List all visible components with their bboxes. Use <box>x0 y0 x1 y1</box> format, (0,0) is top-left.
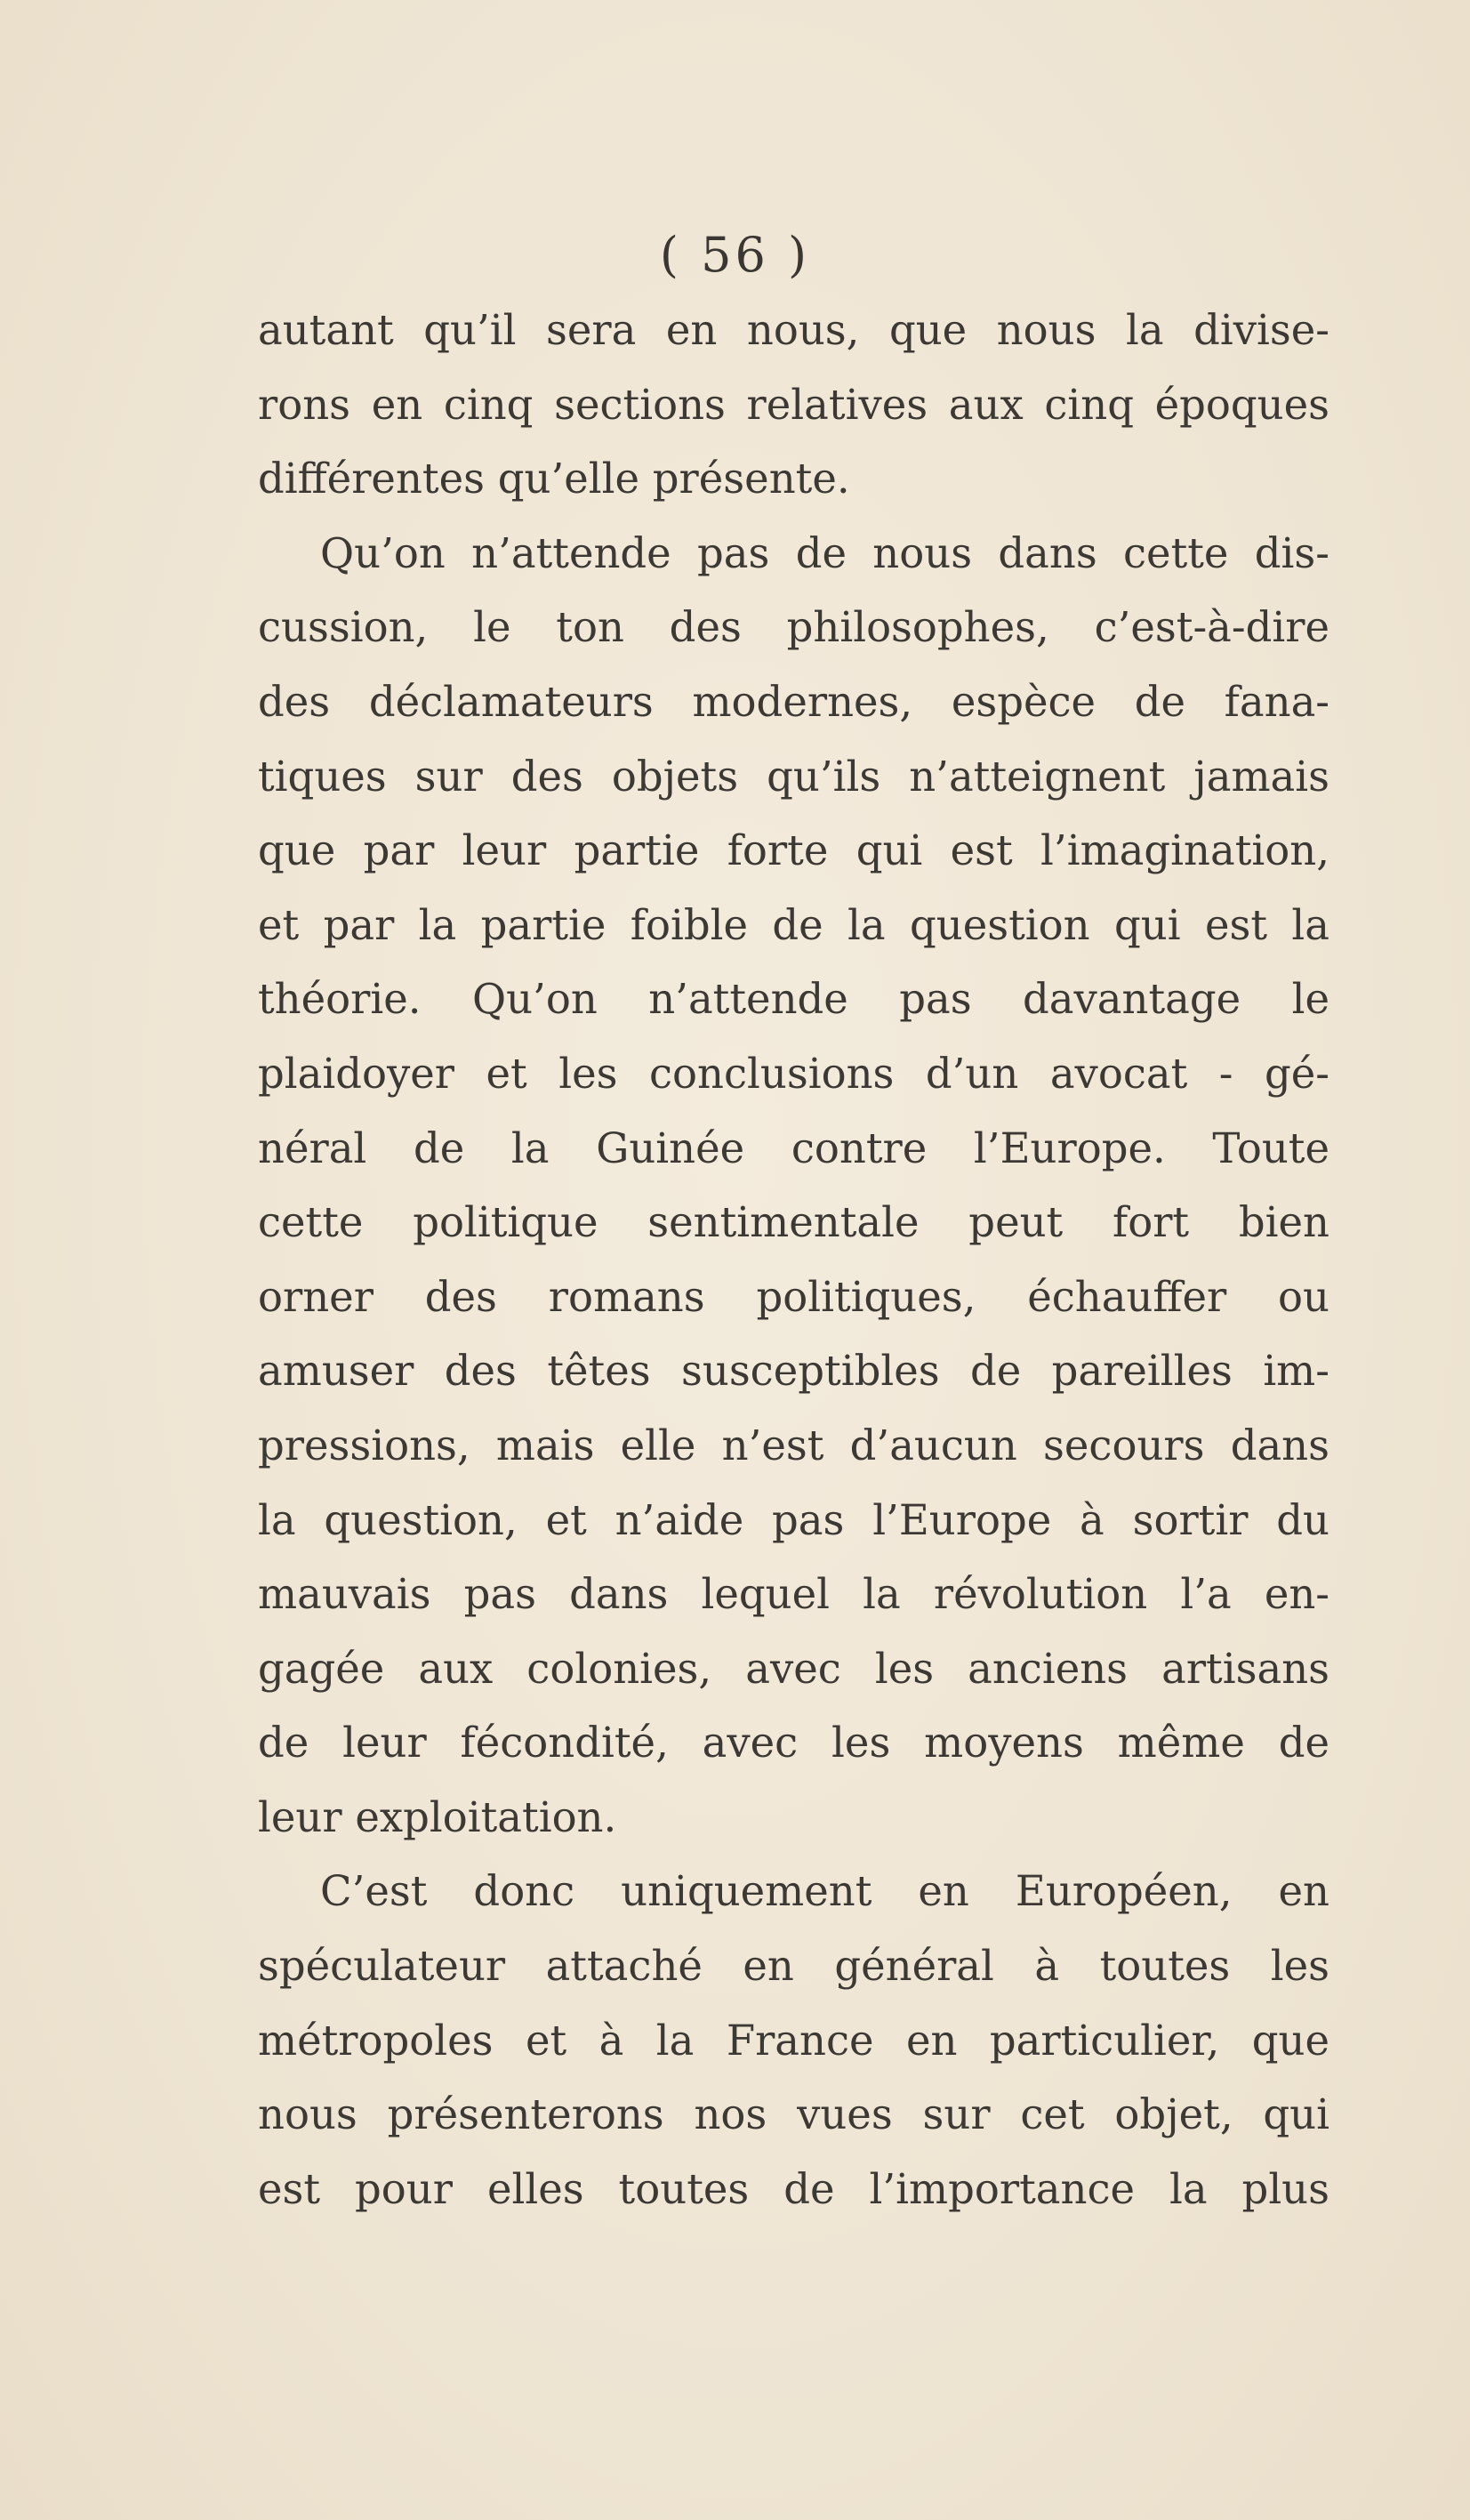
text-line: spéculateur attaché en général à toutes les <box>258 1942 1329 1991</box>
text-line: leur exploitation. <box>258 1792 617 1841</box>
text-line: la question, et n’aide pas l’Europe à sortir du <box>258 1495 1329 1544</box>
body-text <box>258 294 1329 2226</box>
text-line: et par la partie foible de la question qui est la <box>258 900 1329 949</box>
text-line: rons en cinq sections relatives aux cinq époques <box>258 380 1329 429</box>
text-line: mauvais pas dans lequel la révolution l’a en- <box>258 1570 1329 1619</box>
text-line: pressions, mais elle n’est d’aucun secours dans <box>258 1421 1329 1469</box>
text-line: autant qu’il sera en nous, que nous la divise- <box>258 306 1329 354</box>
text-line: nous présenterons nos vues sur cet objet, qui <box>258 2090 1329 2139</box>
text-line: amuser des têtes susceptibles de pareilles im- <box>258 1347 1329 1396</box>
page-number: ( 56 ) <box>659 227 811 283</box>
text-line: cussion, le ton des philosophes, c’est-à-dire <box>258 603 1329 652</box>
text-line: que par leur partie forte qui est l’imagination, <box>258 826 1329 875</box>
text-line: différentes qu’elle présente. <box>258 455 850 503</box>
text-line: plaidoyer et les conclusions d’un avocat - gé- <box>258 1049 1329 1098</box>
text-line: est pour elles toutes de l’importance la plus <box>258 2164 1329 2213</box>
text-line: théorie. Qu’on n’attende pas davantage le <box>258 975 1329 1024</box>
text-line: néral de la Guinée contre l’Europe. Toute <box>258 1123 1329 1172</box>
text-line: gagée aux colonies, avec les anciens artisans <box>258 1644 1329 1693</box>
text-line: cette politique sentimentale peut fort bien <box>258 1198 1329 1247</box>
text-line: Qu’on n’attende pas de nous dans cette dis- <box>320 528 1329 577</box>
text-line: de leur fécondité, avec les moyens même de <box>258 1719 1329 1767</box>
text-line: C’est donc uniquement en Européen, en <box>320 1867 1329 1916</box>
text-line: orner des romans politiques, échauffer ou <box>258 1272 1329 1321</box>
text-line: métropoles et à la France en particulier, que <box>258 2016 1329 2065</box>
text-line: des déclamateurs modernes, espèce de fana- <box>258 677 1329 726</box>
text-line: tiques sur des objets qu’ils n’atteignent jamais <box>258 752 1329 801</box>
